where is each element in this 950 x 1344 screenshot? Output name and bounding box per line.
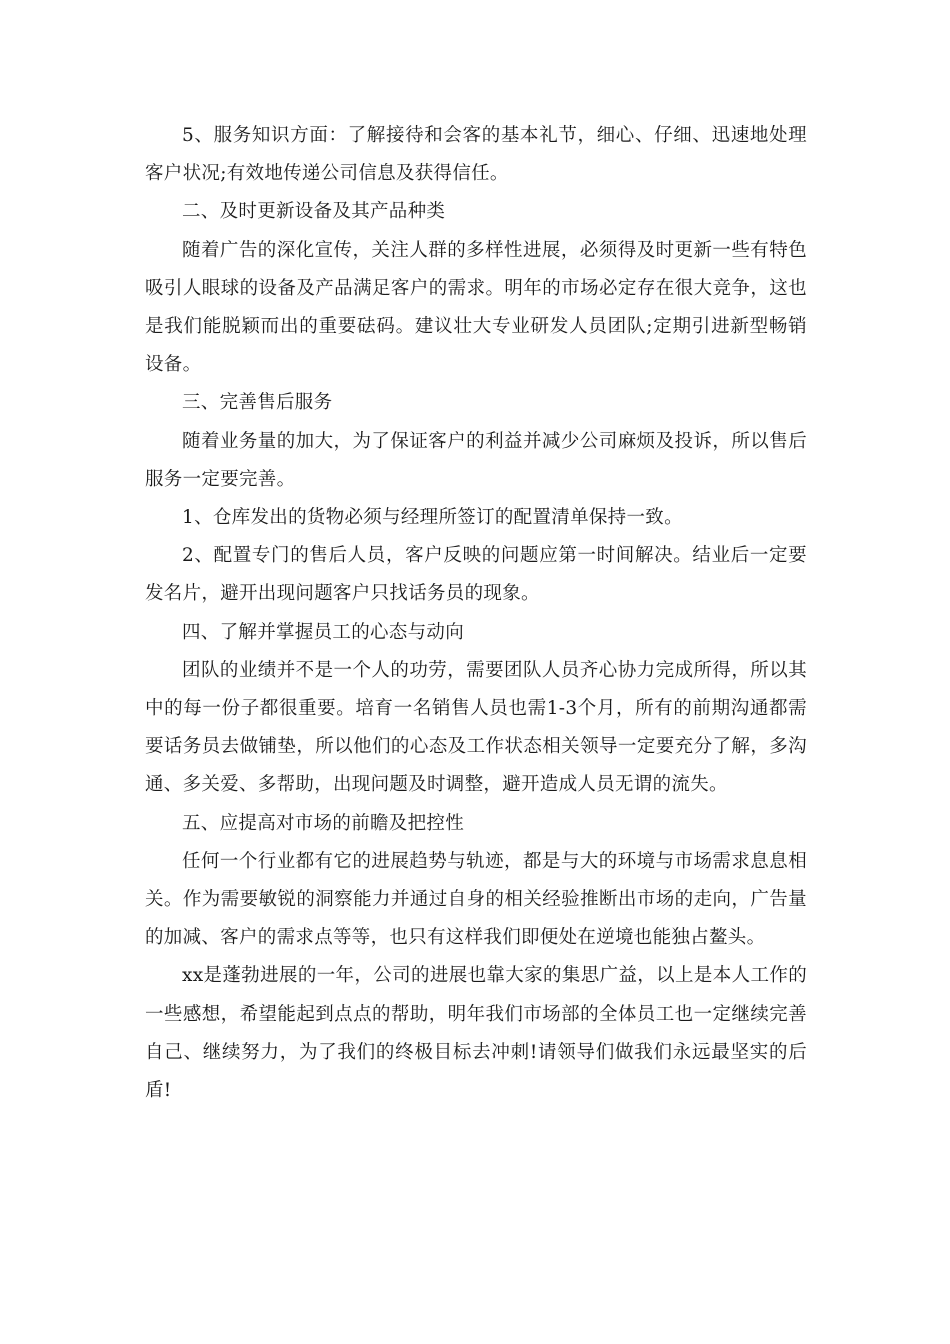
heading-update-equipment: 二、及时更新设备及其产品种类 [182, 201, 446, 223]
paragraph-service-knowledge: 5、服务知识方面：了解接待和会客的基本礼节，细心、仔细、迅速地处理客户状况;有效地传递公司信息及获得信任。 [145, 125, 807, 185]
paragraph-after-sales: 随着业务量的加大，为了保证客户的利益并减少公司麻烦及投诉，所以售后服务一定要完善。 [145, 430, 807, 490]
paragraph-market-foresight: 任何一个行业都有它的进展趋势与轨迹，都是与大的环境与市场需求息息相关。作为需要敏锐的洞察能力并通过自身的相关经验推断出市场的走向，广告量的加减、客户的需求点等等，也只有这样我们即便处在逆境也能独占鳌头。 [145, 850, 807, 949]
paragraph-conclusion: xx是蓬勃进展的一年，公司的进展也靠大家的集思广益，以上是本人工作的一些感想，希望能起到点点的帮助，明年我们市场部的全体员工也一定继续完善自己、继续努力，为了我们的终极目标去冲刺!请领导们做我们永远最坚实的后盾! [145, 965, 807, 1102]
document-body [145, 117, 807, 1110]
heading-staff-mindset: 四、了解并掌握员工的心态与动向 [182, 621, 465, 643]
heading-market-foresight: 五、应提高对市场的前瞻及把控性 [182, 812, 465, 834]
paragraph-update-equipment: 随着广告的深化宣传，关注人群的多样性进展，必须得及时更新一些有特色吸引人眼球的设备及产品满足客户的需求。明年的市场必定存在很大竞争，这也是我们能脱颖而出的重要砝码。建议壮大专业研发人员团队;定期引进新型畅销设备。 [145, 239, 807, 376]
heading-after-sales: 三、完善售后服务 [182, 392, 333, 414]
paragraph-after-sales-item-2: 2、配置专门的售后人员，客户反映的问题应第一时间解决。结业后一定要发名片，避开出现问题客户只找话务员的现象。 [145, 545, 807, 605]
paragraph-staff-mindset: 团队的业绩并不是一个人的功劳，需要团队人员齐心协力完成所得，所以其中的每一份子都很重要。培育一名销售人员也需1-3个月，所有的前期沟通都需要话务员去做铺垫，所以他们的心态及工作状态相关领导一定要充分了解，多沟通、多关爱、多帮助，出现问题及时调整，避开造成人员无谓的流失。 [145, 659, 807, 796]
paragraph-after-sales-item-1: 1、仓库发出的货物必须与经理所签订的配置清单保持一致。 [182, 507, 683, 529]
